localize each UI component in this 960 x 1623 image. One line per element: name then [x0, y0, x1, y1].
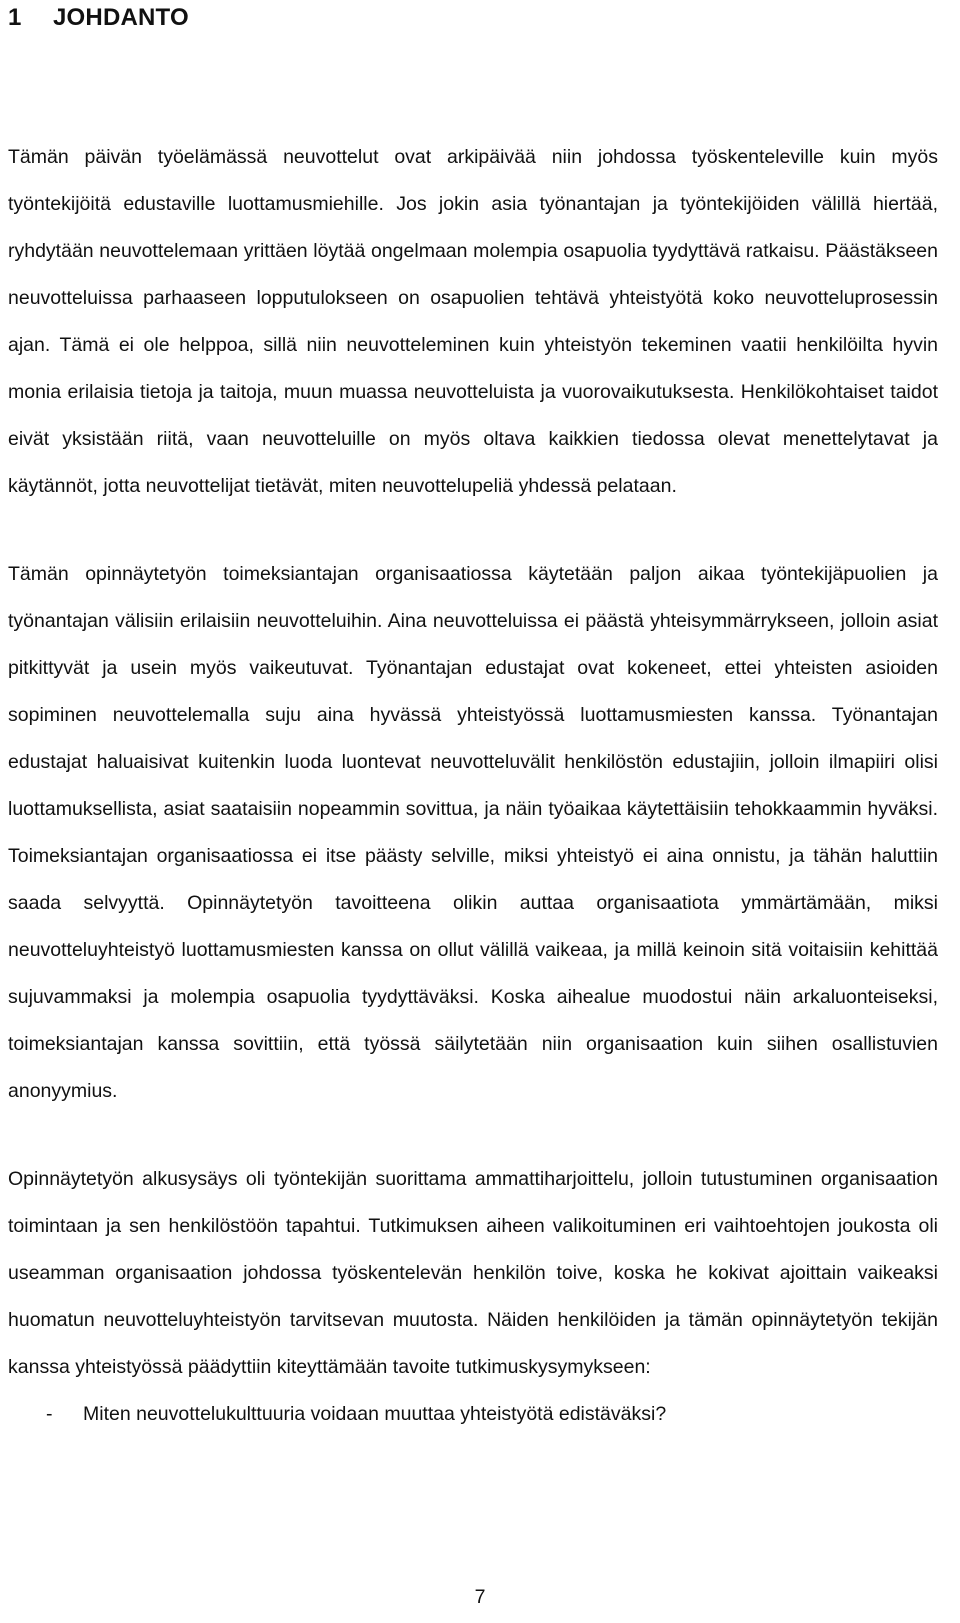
list-bullet: -: [46, 1403, 53, 1425]
chapter-number: 1: [8, 4, 22, 31]
paragraph-intro: Tämän päivän työelämässä neuvottelut ovat arkipäivää niin johdossa työskenteleville kuin myös työntekijöitä edustaville luottamusmiehille. Jos jokin asia työnantajan ja työntekijöiden välillä hiertää, ryhdytään neuvottelemaan yrittäen löytää ongelmaan molempia osapuolia tyydyttävä ratkaisu. Päästäkseen neuvotteluissa parhaaseen lopputulokseen on osapuolien tehtävä yhteistyötä koko neuvotteluprosessin ajan. Tämä ei ole helppoa, sillä niin neuvotteleminen kuin yhteistyön tekeminen vaatii henkilöilta hyvin monia erilaisia tietoja ja taitoja, muun muassa neuvotteluista ja vuorovaikutuksesta. Henkilökohtaiset taidot eivät yksistään riitä, vaan neuvotteluille on myös oltava kaikkien tiedossa olevat menettelytavat ja käytännöt, jotta neuvottelijat tietävät, miten neuvottelupeliä yhdessä pelataan.: [8, 146, 938, 497]
chapter-heading: [8, 0, 938, 36]
paragraph-commissioner: Tämän opinnäytetyön toimeksiantajan organisaatiossa käytetään paljon aikaa työntekijäpuolien ja työnantajan välisiin erilaisiin neuvotteluihin. Aina neuvotteluissa ei päästä yhteisymmärrykseen, jolloin asiat pitkittyvät ja usein myös vaikeutuvat. Työnantajan edustajat ovat kokeneet, ettei yhteisten asioiden sopiminen neuvottelemalla suju aina hyvässä yhteistyössä luottamusmiesten kanssa. Työnantajan edustajat haluaisivat kuitenkin luoda luontevat neuvotteluvälit henkilöstön edustajiin, jolloin ilmapiiri olisi luottamuksellista, asiat saataisiin nopeammin sovittua, ja näin työaikaa käytettäisiin tehokkaammin hyväksi. Toimeksiantajan organisaatiossa ei itse päästy selville, miksi yhteistyö ei aina onnistu, ja tähän haluttiin saada selvyyttä. Opinnäytetyön tavoitteena olikin auttaa organisaatiota ymmärtämään, miksi neuvotteluyhteistyö luottamusmiesten kanssa on ollut välillä vaikeaa, ja millä keinoin sitä voitaisiin kehittää sujuvammaksi ja molempia osapuolia tyydyttäväksi. Koska aihealue muodostui näin arkaluonteiseksi, toimeksiantajan kanssa sovittiin, että työssä säilytetään niin organisaation kuin siihen osallistuvien anonyymius.: [8, 563, 938, 1102]
paragraph-background: Opinnäytetyön alkusysäys oli työntekijän suorittama ammattiharjoittelu, jolloin tutustuminen organisaation toimintaan ja sen henkilöstöön tapahtui. Tutkimuksen aiheen valikoituminen eri vaihtoehtojen joukosta oli useamman organisaation johdossa työskentelevän henkilön toive, koska he kokivat ajoittain vaikeaksi huomatun neuvotteluyhteistyön tarvitsevan muutosta. Näiden henkilöiden ja tämän opinnäytetyön tekijän kanssa yhteistyössä päädyttiin kiteyttämään tavoite tutkimuskysymykseen:: [8, 1168, 938, 1378]
research-question-text: Miten neuvottelukulttuuria voidaan muuttaa yhteistyötä edistäväksi?: [83, 1403, 667, 1425]
research-question-list: [8, 1391, 938, 1438]
research-question-item: [8, 1391, 938, 1438]
chapter-title: JOHDANTO: [53, 4, 189, 31]
page-number: 7: [474, 1586, 486, 1608]
